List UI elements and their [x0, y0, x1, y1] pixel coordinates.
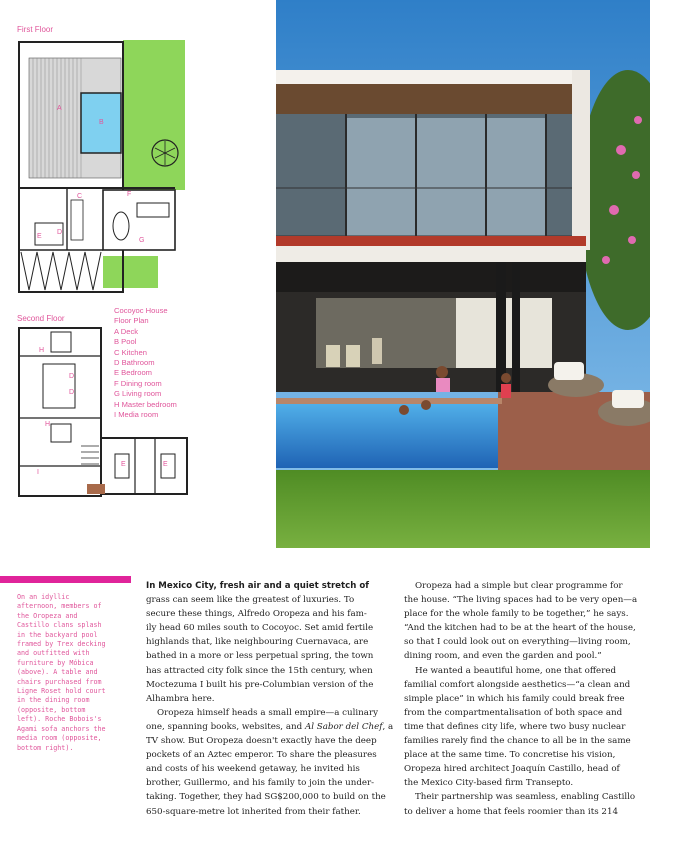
caption-line: chairs purchased from: [17, 677, 102, 686]
body-line: dining room, and even the garden and pool.”: [404, 651, 602, 662]
legend-item: B Pool: [114, 337, 137, 347]
body-line: brother, Guillermo, and his family to join the under-: [146, 778, 375, 789]
body-line: Moctezuma I built his pre-Columbian version of the: [146, 679, 374, 690]
body-line: the Mexico City-based firm Transepto.: [404, 778, 574, 789]
body-text: , a: [382, 721, 394, 732]
legend-item: G Living room: [114, 389, 162, 399]
room-letter: E: [121, 461, 126, 468]
body-line: the house. “The living spaces had to be very open—a: [404, 595, 638, 606]
room-letter: A: [57, 105, 62, 112]
caption-line: Castillo clans splash: [17, 621, 102, 630]
caption-line: framed by Trex decking: [17, 640, 106, 649]
article-column-2: [404, 579, 648, 819]
first-floor-label: First Floor: [17, 25, 53, 34]
body-line: and costs of his weekend getaway, he invited his: [146, 764, 360, 775]
body-line: place at the same time. To concretise his vision,: [404, 750, 616, 761]
legend-item: I Media room: [114, 410, 159, 420]
room-letter: I: [37, 469, 39, 476]
legend-title-line: Floor Plan: [114, 316, 149, 326]
body-line: simple place” in which his family could break free: [404, 693, 625, 704]
caption-line: and outfitted with: [17, 649, 90, 658]
body-line: “And the kitchen had to be at the heart of the house,: [404, 623, 636, 634]
body-line: Alhambra here.: [146, 693, 215, 704]
legend-item: F Dining room: [114, 378, 162, 388]
room-letter: F: [127, 191, 132, 198]
body-line: taking. Together, they had SG$200,000 to build on the: [146, 792, 386, 803]
house-photo: [276, 0, 650, 548]
body-line: TV show. But Oropeza doesn't exactly have the deep: [146, 736, 377, 747]
caption-line: in the dining room: [17, 696, 90, 705]
body-line: secure these things, Alfredo Oropeza and his fam-: [146, 609, 367, 620]
second-floor-plan: [15, 326, 190, 504]
show-title: Al Sabor del Chef: [304, 721, 383, 732]
body-line: Oropeza had a simple but clear programme for: [415, 581, 623, 591]
lawn-area: [123, 40, 185, 190]
body-line: bathed in a more or less perpetual spring, the town: [146, 651, 374, 662]
body-line: highlands that, like neighbouring Cuernavaca, are: [146, 637, 369, 648]
body-line: He wanted a beautiful home, one that offered: [415, 665, 617, 676]
body-line: familial comfort alongside aesthetics—“a clean and: [404, 679, 631, 690]
body-line: time that defines city life, where two busy nuclear: [404, 721, 626, 732]
legend-item: E Bedroom: [114, 368, 152, 378]
body-line: Oropeza himself heads a small empire—a culinary: [157, 707, 379, 718]
second-floor-label: Second Floor: [17, 314, 65, 323]
legend-item: C Kitchen: [114, 347, 147, 357]
body-line: Their partnership was seamless, enabling Castillo: [415, 792, 636, 803]
article-column-1: [146, 579, 394, 819]
legend-title-line: Cocoyoc House: [114, 306, 168, 315]
body-line: families rarely find the chance to all be in the same: [404, 736, 631, 747]
legend-item: D Bathroom: [114, 358, 155, 368]
lawn-area-lower: [103, 256, 158, 288]
room-letter: C: [77, 193, 83, 200]
room-letter: D: [57, 229, 63, 236]
caption-line: (opposite, bottom: [17, 705, 86, 714]
room-letter: B: [99, 119, 104, 126]
body-line: from the compartmentalisation of both space and: [404, 707, 623, 718]
photo-caption: [17, 593, 131, 753]
legend-item: A Deck: [114, 326, 139, 336]
body-line: to deliver a home that feels roomier than its 214: [404, 806, 619, 817]
body-line: pockets of an Aztec emperor. To share the pleasures: [146, 750, 377, 761]
body-line: place for the whole family to be together,” he says.: [404, 609, 629, 620]
room-letter: E: [163, 461, 168, 468]
caption-line: (above). A table and: [17, 668, 98, 677]
article-lead: In Mexico City, fresh air and a quiet stretch of: [146, 581, 369, 591]
body-line: grass can seem like the greatest of luxuries. To: [146, 595, 355, 606]
caption-line: afternoon, members of: [17, 602, 102, 611]
caption-line: furniture by Móbica: [17, 658, 94, 667]
caption-line: Ligne Roset hold court: [17, 687, 106, 696]
body-line: Oropeza hired architect Joaquín Castillo, head of: [404, 764, 620, 775]
body-text: one, spanning books, websites, and: [146, 721, 305, 732]
caption-line: bottom right).: [17, 743, 74, 752]
room-letter: H: [39, 347, 45, 354]
body-line: 650-square-metre lot inherited from their father.: [146, 806, 361, 817]
legend-item: H Master bedroom: [114, 399, 177, 409]
caption-line: Agami sofa anchors the: [17, 724, 106, 733]
body-line-with-italic: [146, 720, 394, 734]
stair-landing: [87, 484, 105, 494]
caption-line: in the backyard pool: [17, 630, 98, 639]
body-line: has attracted city folk since the 15th century, when: [146, 665, 373, 676]
room-letter: E: [37, 233, 42, 240]
room-letter: D: [69, 389, 75, 396]
room-letter: G: [139, 237, 145, 244]
caption-accent-bar: [0, 576, 131, 583]
room-letter: D: [69, 373, 75, 380]
caption-line: left). Roche Bobois's: [17, 715, 102, 724]
room-letter: H: [45, 421, 51, 428]
body-line: ily head 60 miles south to Cocoyoc. Set amid fertile: [146, 623, 374, 634]
body-line: so that I could look out on everything—living room,: [404, 637, 631, 648]
caption-line: media room (opposite,: [17, 734, 102, 743]
first-floor-plan: [15, 38, 190, 293]
caption-line: On an idyllic: [17, 593, 70, 601]
caption-line: the Oropeza and: [17, 611, 78, 620]
